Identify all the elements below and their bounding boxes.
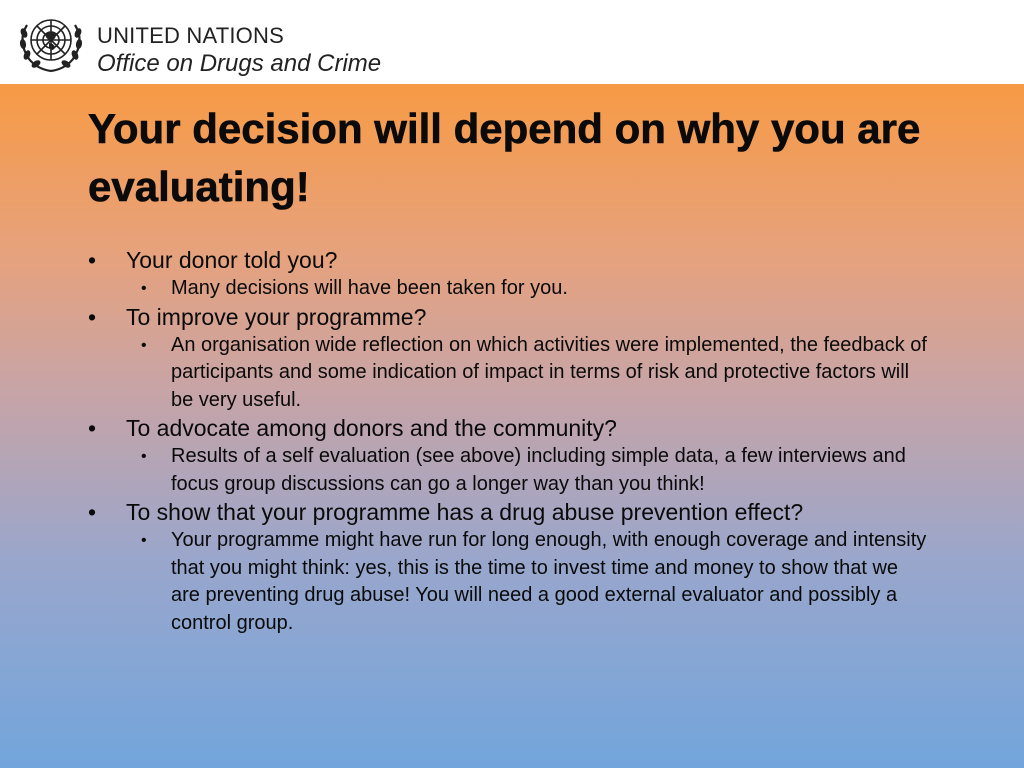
sub-bullet-icon: • (141, 448, 147, 465)
sub-bullet-item (141, 275, 931, 303)
bullet-icon: • (88, 247, 97, 273)
bullet-icon: • (88, 415, 97, 441)
sub-bullet-text: Your programme might have run for long enough, with enough coverage and intensity that you might think: yes, this is the time to invest time and money to show that we are preventing drug abuse! You will need a good external evaluator and possibly a control group. (171, 529, 927, 634)
sub-bullet-item (141, 332, 931, 415)
bullet-item (86, 303, 946, 332)
sub-bullet-icon: • (141, 280, 147, 297)
bullet-text: To advocate among donors and the community? (126, 415, 617, 441)
bullet-icon: • (88, 303, 97, 330)
sub-bullet-icon: • (141, 532, 147, 549)
organization-name: UNITED NATIONS (97, 23, 284, 48)
bullet-item (86, 246, 946, 275)
sub-bullet-text: Results of a self evaluation (see above) including simple data, a few interviews and focus group discussions can go a longer way than you think! (171, 445, 906, 495)
slide-title: Your decision will depend on why you are evaluating! (88, 105, 921, 210)
sub-bullet-item (141, 527, 931, 637)
sub-bullet-text: Many decisions will have been taken for you. (171, 277, 568, 299)
bullet-text: To improve your programme? (126, 303, 427, 330)
bullet-item (86, 414, 946, 443)
sub-bullet-text: An organisation wide reflection on which activities were implemented, the feedback of participants and some indication of impact in terms of risk and protective factors will be very useful. (171, 333, 927, 411)
header-bar (0, 0, 418, 84)
bullet-item (86, 498, 946, 527)
bullet-list (86, 246, 946, 637)
bullet-text: To show that your programme has a drug abuse prevention effect? (126, 499, 804, 525)
bullet-text: Your donor told you? (126, 247, 338, 273)
bullet-icon: • (88, 499, 97, 525)
sub-bullet-item (141, 443, 931, 498)
sub-bullet-icon: • (141, 336, 147, 354)
un-emblem-icon (11, 7, 91, 77)
office-name: Office on Drugs and Crime (97, 50, 382, 77)
